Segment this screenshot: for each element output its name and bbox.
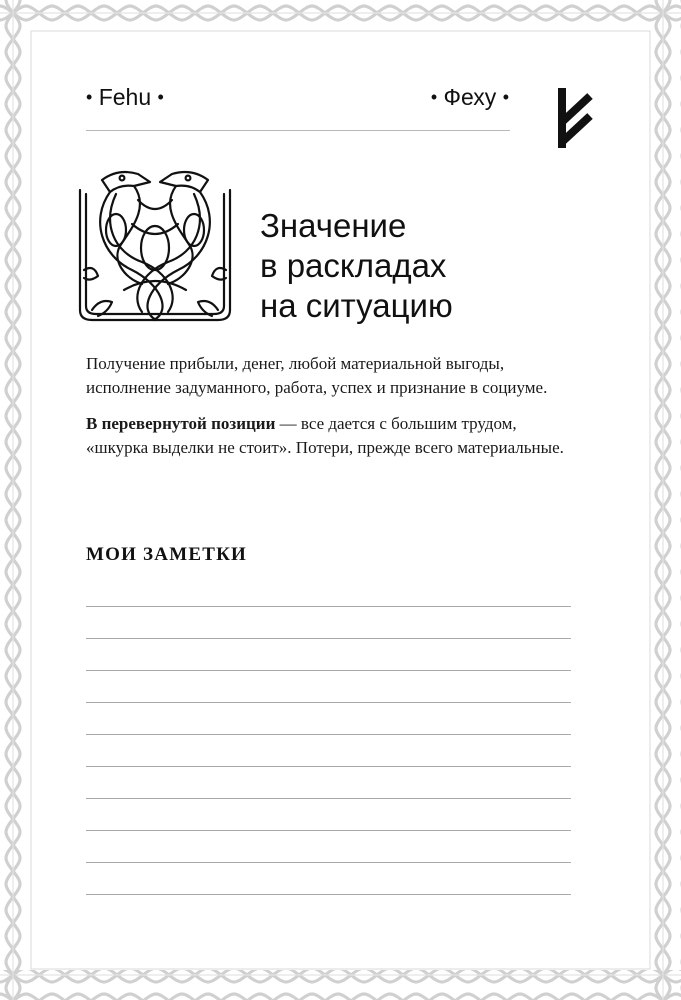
bullet-separator: •	[430, 87, 438, 107]
notes-heading: МОИ ЗАМЕТКИ	[86, 544, 248, 565]
header-divider	[86, 130, 510, 131]
notes-line[interactable]	[86, 638, 571, 639]
meaning-paragraph-reversed	[86, 412, 574, 460]
header-cyrillic-name	[431, 84, 509, 111]
notes-line[interactable]	[86, 894, 571, 895]
section-title	[260, 206, 453, 326]
bullet-separator: •	[157, 87, 164, 107]
header-latin-name	[86, 84, 164, 111]
notes-line[interactable]	[86, 702, 571, 703]
meaning-text	[86, 352, 574, 472]
bullet-separator: •	[86, 87, 93, 107]
meaning-paragraph-upright: Получение прибыли, денег, любой материальной выгоды, исполнение задуманного, работа, успех и признание в социуме.	[86, 354, 548, 397]
notes-line[interactable]	[86, 798, 571, 799]
title-line: Значение	[260, 207, 407, 244]
rune-cyrillic-label: Феху	[443, 84, 497, 110]
rune-latin-label: Fehu	[98, 84, 152, 110]
reversed-position-text: — все дается с большим трудом, «шкурка выделки не стоит». Потери, прежде всего материальные.	[86, 414, 564, 457]
notes-line[interactable]	[86, 862, 571, 863]
title-line: в раскладах	[260, 247, 447, 284]
notes-line[interactable]	[86, 830, 571, 831]
notes-lines	[86, 606, 571, 926]
notes-line[interactable]	[86, 670, 571, 671]
bullet-separator: •	[502, 87, 509, 107]
celtic-knot-beasts-icon	[72, 160, 238, 328]
notes-line[interactable]	[86, 766, 571, 767]
fehu-rune-icon	[548, 86, 594, 150]
notes-line[interactable]	[86, 734, 571, 735]
notes-line[interactable]	[86, 606, 571, 607]
reversed-position-label: В перевернутой позиции	[86, 414, 276, 433]
title-line: на ситуацию	[260, 287, 453, 324]
